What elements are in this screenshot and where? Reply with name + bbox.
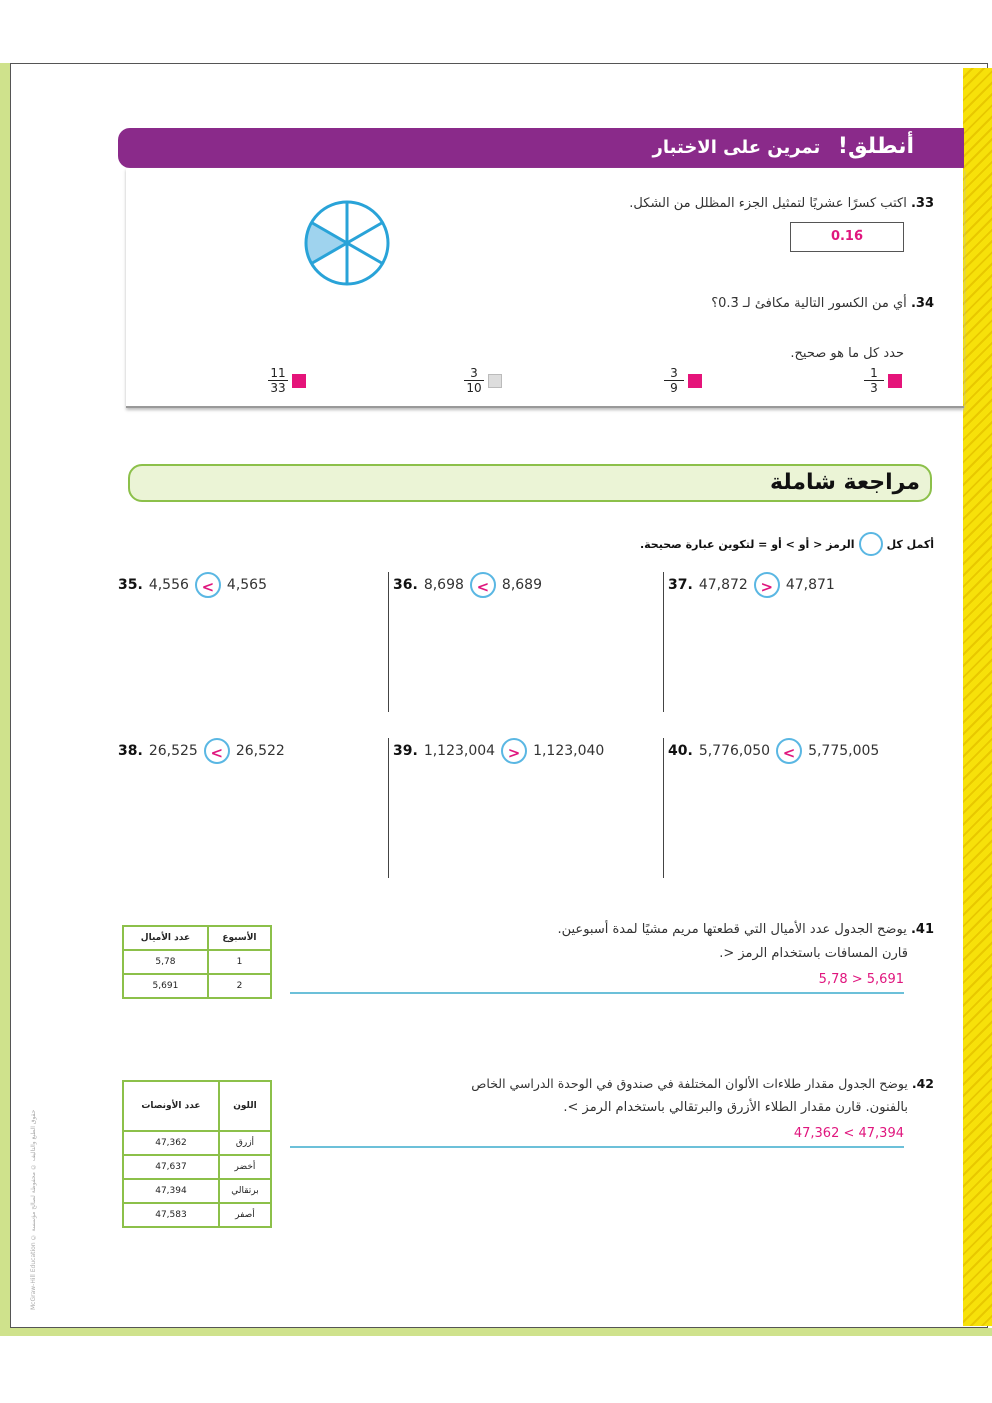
q42-prompt: 42. يوضح الجدول مقدار طلاءات الألوان المختلفة في صندوق في الوحدة الدراسي الخاص — [471, 1076, 934, 1091]
shaded-sector — [306, 223, 347, 264]
review-item-37: 37. 47,872 > 47,871 — [668, 572, 835, 598]
q34-prompt: 34. أي من الكسور التالية مكافئ لـ 0.3̄؟ — [711, 296, 934, 311]
column-divider — [388, 572, 389, 712]
q41-prompt-line2: قارن المسافات باستخدام الرمز <. — [719, 946, 908, 961]
q42-answer[interactable]: 47,362 < 47,394 — [793, 1126, 904, 1141]
side-credit: McGraw-Hill Education © حقوق الطبع والتأليف © محفوظة لصالح مؤسسة — [30, 1109, 37, 1310]
table-row: 47,394 برتقالي — [123, 1179, 271, 1203]
q34-option-2[interactable]: $\frac{3}{9}$ — [664, 366, 702, 395]
bottom-strip — [0, 1328, 992, 1336]
q33-prompt: 33. اكتب كسرًا عشريًا لتمثيل الجزء المظلل من الشكل. — [629, 196, 934, 211]
review-title: مراجعة شاملة — [770, 470, 920, 495]
review-item-36: 36. 8,698 < 8,689 — [393, 572, 542, 598]
q41-answer-line — [290, 992, 904, 994]
table-row: 47,637 أخضر — [123, 1155, 271, 1179]
q34-checkbox-2[interactable] — [688, 374, 702, 388]
q41-prompt: 41. يوضح الجدول عدد الأميال التي قطعتها مريم مشيًا لمدة أسبوعين. — [557, 922, 934, 937]
test-practice-header — [118, 128, 964, 168]
comparison-circle[interactable]: < — [204, 738, 230, 764]
review-item-39: 39. 1,123,004 > 1,123,040 — [393, 738, 604, 764]
q34-option-3[interactable]: $\frac{3}{10}$ — [464, 366, 502, 395]
right-yellow-strip — [963, 68, 992, 1326]
comparison-circle[interactable]: < — [195, 572, 221, 598]
q33-answer-box[interactable]: 0.16̄ — [790, 222, 904, 252]
table-header-row: عدد الأونصات اللون — [123, 1081, 271, 1131]
comparison-circle[interactable]: > — [501, 738, 527, 764]
header-subtitle: تمرين على الاختبار — [652, 137, 821, 158]
circle-icon — [859, 532, 883, 556]
q34-checkbox-1[interactable] — [888, 374, 902, 388]
comparison-circle[interactable]: < — [776, 738, 802, 764]
comparison-circle[interactable]: < — [470, 572, 496, 598]
review-item-35: 35. 4,556 < 4,565 — [118, 572, 267, 598]
column-divider — [388, 738, 389, 878]
q34-instruction: حدد كل ما هو صحيح. — [790, 346, 904, 361]
table-row: 47,362 أزرق — [123, 1131, 271, 1155]
q34-option-4[interactable]: $\frac{11}{33}$ — [268, 366, 306, 395]
q34-option-1[interactable]: $\frac{1}{3}$ — [864, 366, 902, 395]
q42-answer-line — [290, 1146, 904, 1148]
q42-table — [122, 1080, 272, 1228]
review-item-40: 40. 5,776,050 < 5,775,005 — [668, 738, 879, 764]
q33-circle-figure — [302, 198, 392, 288]
table-row: 47,583 أصفر — [123, 1203, 271, 1227]
q41-answer[interactable]: 5,78 > 5,691 — [818, 972, 904, 987]
q42-prompt-line2: بالفنون. قارن مقدار الطلاء الأزرق والبرتقالي باستخدام الرمز >. — [563, 1100, 908, 1115]
column-divider — [663, 572, 664, 712]
table-row: 5,691 2 — [123, 974, 271, 998]
table-header-row: عدد الأميال الأسبوع — [123, 926, 271, 950]
table-row: 5,78 1 — [123, 950, 271, 974]
review-header — [128, 464, 932, 502]
q34-checkbox-4[interactable] — [292, 374, 306, 388]
q34-checkbox-3[interactable] — [488, 374, 502, 388]
review-item-38: 38. 26,525 < 26,522 — [118, 738, 285, 764]
review-instruction: أكمل كل الرمز < أو > أو = لتكوين عبارة صحيحة. — [640, 532, 934, 556]
header-title: أنطلق! — [837, 134, 914, 159]
comparison-circle[interactable]: > — [754, 572, 780, 598]
q41-table — [122, 925, 272, 999]
column-divider — [663, 738, 664, 878]
